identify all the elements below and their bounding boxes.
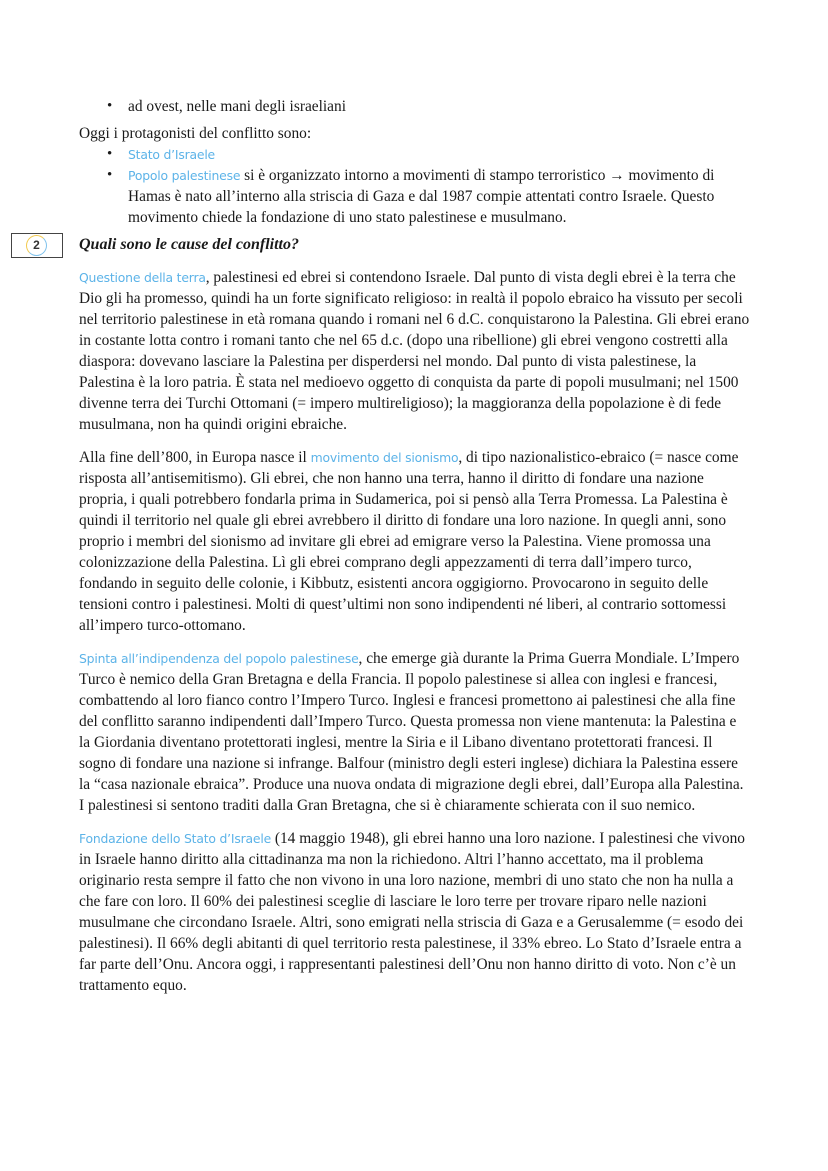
- paragraph-text: , palestinesi ed ebrei si contendono Israele. Dal punto di vista degli ebrei è la terra che Dio gli ha promesso, quindi ha un forte significato religioso: in realtà il popolo ebraico ha vissuto per secoli nel territorio palestinese in età romana quando i romani nel 6 d.C. conquistarono la Palestina. Gli ebrei erano in costante lotta contro i romani tanto che nel 65 d.c. (dopo una ribellione) gli ebrei vengono costretti alla diaspora: dovevano lasciare la Palestina per disperdersi nel mondo. Dal punto di vista palestinese, la Palestina è la loro patria. È stata nel medioevo oggetto di conquista da parte di popoli musulmani; nel 1500 divenne terra dei Turchi Ottomani (= impero multireligioso); la maggioranza della popolazione è di fede musulmana, non ha quindi origini ebraiche.: [79, 269, 750, 433]
- paragraph-zionism: [79, 447, 751, 636]
- bullet-icon: •: [107, 98, 113, 114]
- section-heading: Quali sono le cause del conflitto?: [79, 236, 299, 253]
- highlight-text: Stato d’Israele: [128, 147, 215, 162]
- page-number-badge: [11, 233, 63, 258]
- list-item: [79, 144, 751, 165]
- list-item: [79, 165, 751, 228]
- list-item-text: si è organizzato intorno a movimenti di stampo terroristico → movimento di Hamas è nato all’interno alla striscia di Gaza e dal 1987 compie attentati contro Israele. Questo movimento chiede la fondazione di uno stato palestinese e musulmano.: [128, 167, 715, 226]
- highlight-text: Popolo palestinese: [128, 168, 241, 183]
- document-body: [79, 96, 751, 996]
- paragraph-text: (14 maggio 1948), gli ebrei hanno una loro nazione. I palestinesi che vivono in Israele hanno diritto alla cittadinanza ma non la richiedono. Altri l’hanno accettato, ma il problema originario resta sempre il fatto che non vivono in una loro nazione, membri di uno stato che non ha nulla a che fare con loro. Il 60% dei palestinesi sceglie di lasciare le loro terre per trovare riparo nelle nazioni musulmane che circondano Israele. Altri, sono emigrati nella striscia di Gaza e a Gerusalemme (= esodo dei palestinesi). Il 66% degli abitanti di quel territorio resta palestinese, il 33% ebreo. Lo Stato d’Israele entra a far parte dell’Onu. Ancora oggi, i rappresentanti palestinesi dell’Onu non hanno diritto di voto. Non c’è un trattamento equo.: [79, 830, 745, 994]
- top-bullet-list: [79, 96, 751, 117]
- intro-line: Oggi i protagonisti del conflitto sono:: [79, 125, 312, 142]
- list-item: [79, 96, 751, 117]
- protagonists-list: [79, 144, 751, 228]
- paragraph-land-question: [79, 267, 751, 435]
- paragraph-text: , che emerge già durante la Prima Guerra Mondiale. L’Impero Turco è nemico della Gran Bretagna e della Francia. Il popolo palestinese si allea con inglesi e francesi, combattendo al loro fianco contro l’Impero Turco. Inglesi e francesi promettono ai palestinesi che alla fine del conflitto saranno indipendenti dall’Impero Turco. Questa promessa non viene mantenuta: la Palestina e la Giordania diventano protettorati inglesi, mentre la Siria e il Libano diventano protettorati francesi. Il sogno di fondare una nazione si infrange. Balfour (ministro degli esteri inglese) dichiara la Palestina essere la “casa nazionale ebraica”. Produce una nuova ondata di migrazione degli ebrei, dall’Europa alla Palestina. I palestinesi si sentono traditi dalla Gran Bretagna, che si è chiaramente schierata con il suo nemico.: [79, 650, 744, 814]
- paragraph-state-foundation: [79, 828, 751, 996]
- highlight-text: Fondazione dello Stato d’Israele: [79, 831, 271, 846]
- highlight-text: movimento del sionismo: [310, 450, 459, 465]
- paragraph-text: Alla fine dell’800, in Europa nasce il: [79, 449, 311, 466]
- list-item-text: ad ovest, nelle mani degli israeliani: [128, 98, 346, 115]
- highlight-text: Spinta all’indipendenza del popolo palestinese: [79, 651, 359, 666]
- bullet-icon: •: [107, 146, 113, 162]
- page-number: 2: [26, 235, 47, 256]
- bullet-icon: •: [107, 167, 113, 183]
- paragraph-independence: [79, 648, 751, 816]
- highlight-text: Questione della terra: [79, 270, 206, 285]
- paragraph-text: , di tipo nazionalistico-ebraico (= nasce come risposta all’antisemitismo). Gli ebrei, che non hanno una terra, hanno il diritto di fondare una nazione propria, i quali potrebbero fondarla prima in Sudamerica, poi si pensò alla Terra Promessa. La Palestina è quindi il territorio nel quale gli ebrei avrebbero il diritto di fondare una loro nazione. In quegli anni, sono proprio i membri del sionismo ad invitare gli ebrei ad emigrare verso la Palestina. Viene promossa una colonizzazione della Palestina. Lì gli ebrei comprano degli appezzamenti di terra dall’impero turco, fondando in seguito delle colonie, i Kibbutz, esistenti ancora oggigiorno. Provocarono in seguito delle tensioni contro i palestinesi. Molti di quest’ultimi non sono indipendenti né liberi, al contrario sottomessi all’impero turco-ottomano.: [79, 449, 739, 634]
